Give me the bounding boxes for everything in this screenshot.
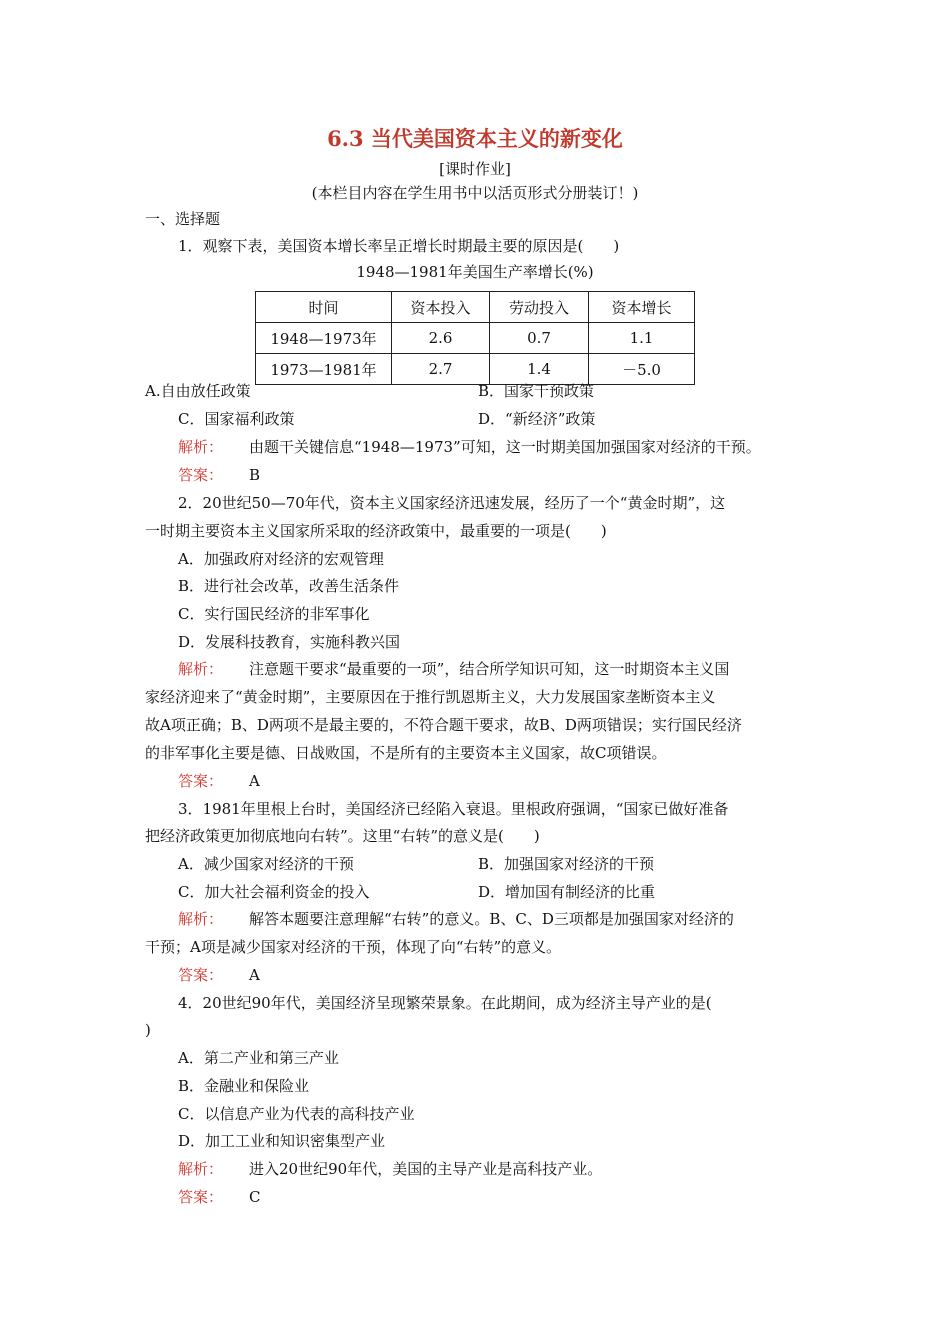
q2-analysis-line-4: 的非军事化主要是德、日战败国，不是所有的主要资本主义国家，故C项错误。	[145, 744, 667, 762]
q1-answer	[178, 465, 260, 485]
table-header-cell: 时间	[256, 292, 392, 323]
q3-option-b: B．加强国家对经济的干预	[478, 855, 655, 873]
table-row	[256, 323, 695, 354]
q3-analysis-line-1	[178, 909, 734, 929]
answer-label: 答案：	[178, 466, 224, 484]
table-cell: 1.1	[589, 323, 695, 354]
q3-option-c: C．加大社会福利资金的投入	[178, 883, 370, 901]
q1-option-b: B．国家干预政策	[478, 382, 595, 400]
q2-option-d: D．发展科技教育，实施科教兴国	[178, 633, 401, 651]
q4-option-c: C．以信息产业为代表的高科技产业	[178, 1105, 415, 1123]
q4-option-a: A．第二产业和第三产业	[178, 1049, 339, 1067]
q2-answer	[178, 771, 260, 791]
table-header-cell: 资本投入	[392, 292, 490, 323]
q2-stem-line-2: 一时期主要资本主义国家所采取的经济政策中，最重要的一项是( )	[145, 522, 607, 540]
q2-option-c: C．实行国民经济的非军事化	[178, 605, 370, 623]
answer-value: A	[249, 772, 260, 790]
analysis-label: 解析：	[178, 438, 224, 456]
answer-value: C	[249, 1188, 261, 1206]
table-cell: －5.0	[589, 354, 695, 385]
page-subtitle: [课时作业]	[439, 160, 511, 178]
answer-value: B	[249, 466, 261, 484]
table-header-cell: 劳动投入	[490, 292, 589, 323]
table-row	[256, 354, 695, 385]
q3-answer	[178, 965, 260, 985]
analysis-text: 由题干关键信息“1948—1973”可知，这一时期美国加强国家对经济的干预。	[249, 438, 761, 456]
analysis-text: 注意题干要求“最重要的一项”，结合所学知识可知，这一时期资本主义国	[249, 660, 730, 678]
table-cell: 0.7	[490, 323, 589, 354]
analysis-label: 解析：	[178, 1160, 224, 1178]
q4-stem-line-1: 4．20世纪90年代，美国经济呈现繁荣景象。在此期间，成为经济主导产业的是(	[178, 994, 712, 1012]
q1-data-table	[255, 291, 695, 385]
answer-label: 答案：	[178, 966, 224, 984]
q1-option-d: D．“新经济”政策	[478, 410, 596, 428]
q1-option-a: A.自由放任政策	[145, 382, 251, 400]
q3-option-d: D．增加国有制经济的比重	[478, 883, 656, 901]
binding-note: (本栏目内容在学生用书中以活页形式分册装订！)	[311, 184, 639, 202]
q3-stem-line-1: 3．1981年里根上台时，美国经济已经陷入衰退。里根政府强调，“国家已做好准备	[178, 800, 729, 818]
q4-answer	[178, 1187, 261, 1207]
q4-stem-line-2: )	[145, 1021, 151, 1039]
q3-analysis-line-2: 干预；A项是减少国家对经济的干预，体现了向“右转”的意义。	[145, 938, 562, 956]
q2-analysis-line-3: 故A项正确；B、D两项不是最主要的，不符合题干要求，故B、D两项错误；实行国民经济	[145, 716, 742, 734]
table-cell: 1973—1981年	[256, 354, 392, 385]
q2-analysis-line-1	[178, 659, 729, 679]
answer-label: 答案：	[178, 1188, 224, 1206]
q1-table-title: 1948—1981年美国生产率增长(%)	[356, 263, 594, 281]
q3-stem-line-2: 把经济政策更加彻底地向右转”。这里“右转”的意义是( )	[145, 827, 540, 845]
q1-analysis	[178, 437, 761, 457]
table-cell: 1.4	[490, 354, 589, 385]
q4-analysis	[178, 1159, 602, 1179]
table-cell: 2.6	[392, 323, 490, 354]
answer-value: A	[249, 966, 260, 984]
answer-label: 答案：	[178, 772, 224, 790]
q4-option-d: D．加工工业和知识密集型产业	[178, 1132, 386, 1150]
q2-option-b: B．进行社会改革，改善生活条件	[178, 577, 400, 595]
q1-stem: 1．观察下表，美国资本增长率呈正增长时期最主要的原因是( )	[178, 237, 620, 255]
table-cell: 2.7	[392, 354, 490, 385]
q4-option-b: B．金融业和保险业	[178, 1077, 310, 1095]
analysis-text: 进入20世纪90年代，美国的主导产业是高科技产业。	[249, 1160, 603, 1178]
q2-analysis-line-2: 家经济迎来了“黄金时期”，主要原因在于推行凯恩斯主义，大力发展国家垄断资本主义	[145, 688, 716, 706]
q3-option-a: A．减少国家对经济的干预	[178, 855, 354, 873]
table-header-row	[256, 292, 695, 323]
q1-option-c: C．国家福利政策	[178, 410, 295, 428]
analysis-label: 解析：	[178, 910, 224, 928]
section-heading: 一、选择题	[145, 210, 221, 228]
table-cell: 1948—1973年	[256, 323, 392, 354]
q2-option-a: A．加强政府对经济的宏观管理	[178, 550, 384, 568]
analysis-label: 解析：	[178, 660, 224, 678]
analysis-text: 解答本题要注意理解“右转”的意义。B、C、D三项都是加强国家对经济的	[249, 910, 734, 928]
q2-stem-line-1: 2．20世纪50—70年代，资本主义国家经济迅速发展，经历了一个“黄金时期”，这	[178, 494, 726, 512]
table-header-cell: 资本增长	[589, 292, 695, 323]
page-title: 6.3 当代美国资本主义的新变化	[327, 126, 623, 151]
